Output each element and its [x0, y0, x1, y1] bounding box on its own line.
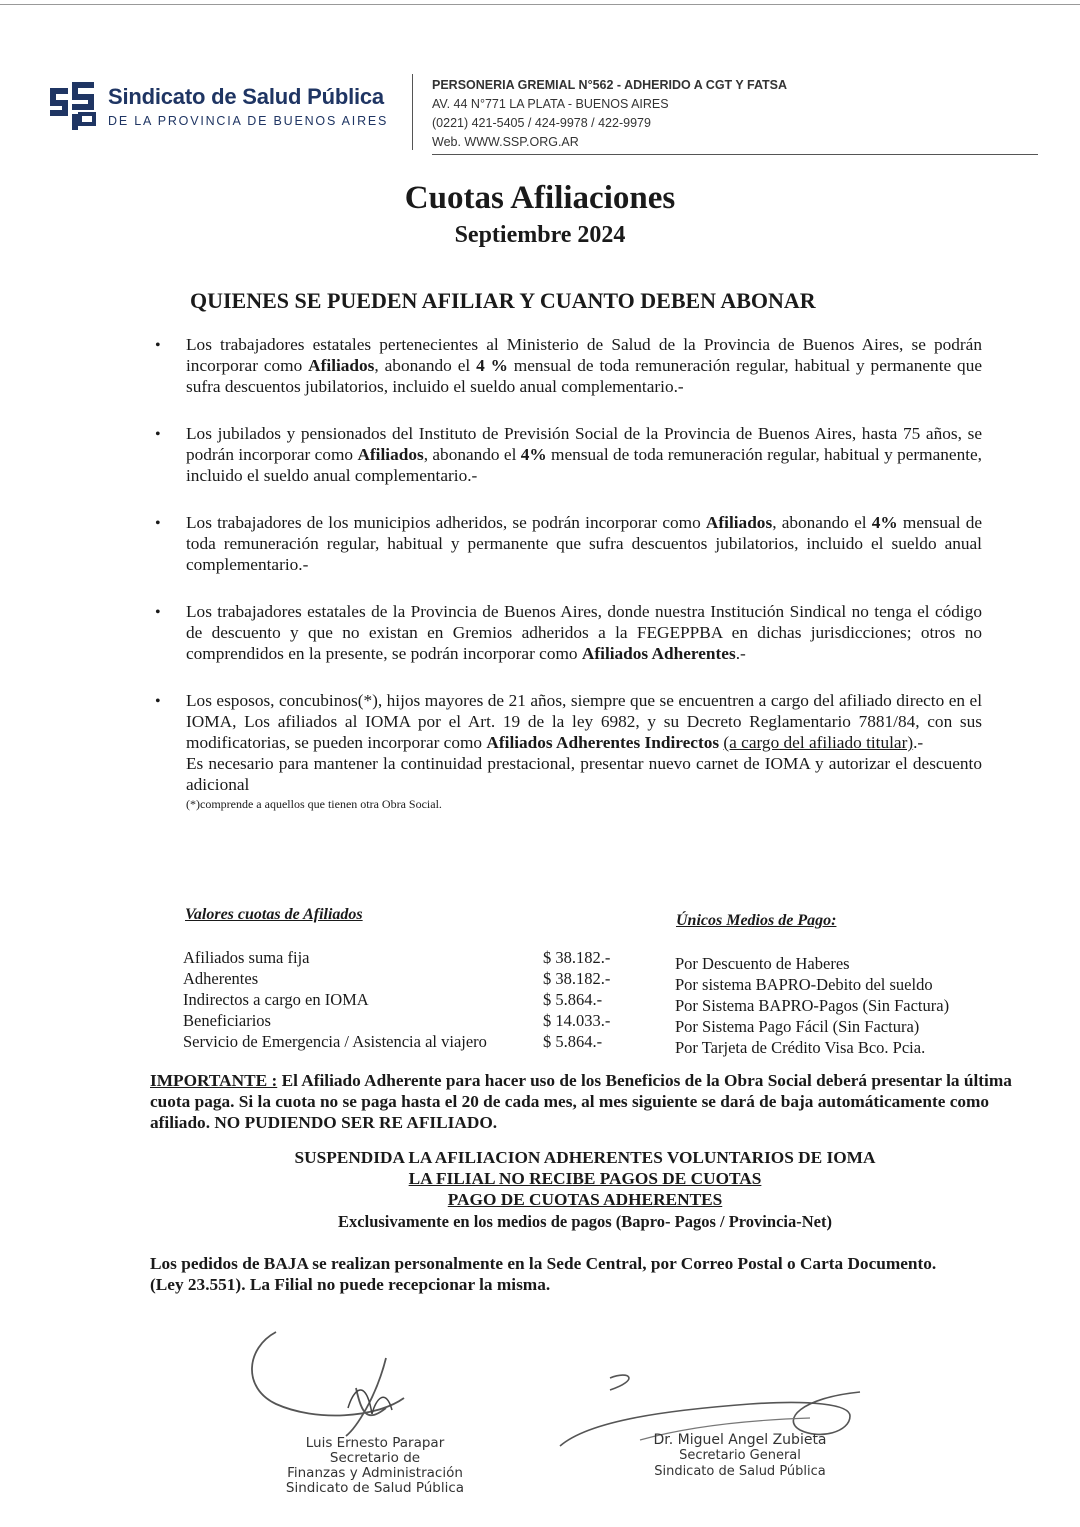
contact-block — [432, 76, 787, 152]
fee-value: $ 5.864.- — [543, 990, 603, 1009]
list-item: • Los esposos, concubinos(*), hijos mayores de 21 años, siempre que se encuentren a cargo del afiliado directo en el IOMA, Los afiliados al IOMA por el Art. 19 de la ley 6982, y su Decreto Reglamentario 7881/84, con sus modificatorias, se pueden incorporar como Afiliados Adherentes Indirectos (a cargo del afiliado titular).- Es necesario para mantener la continuidad prestacional, presentar nuevo carnet de IOMA y autorizar el descuento adicional (*)comprende a aquellos que tienen otra Obra Social. — [150, 690, 982, 813]
fee-row — [183, 1010, 623, 1031]
page-title: Cuotas Afiliaciones — [404, 180, 676, 216]
signer-role: Finanzas y Administración — [287, 1465, 463, 1481]
baja-notice: Los pedidos de BAJA se realizan personalmente en la Sede Central, por Correo Postal o Carta Documento. (Ley 23.551). La Filial no puede recepcionar la misma. — [150, 1254, 937, 1294]
fee-row — [183, 968, 623, 989]
notice-payment-title: PAGO DE CUOTAS ADHERENTES — [447, 1190, 723, 1209]
header-divider — [412, 74, 413, 150]
eligibility-list — [150, 334, 982, 813]
fee-value: $ 5.864.- — [543, 1032, 603, 1051]
contact-line: (0221) 421-5405 / 424-9978 / 422-9979 — [432, 116, 651, 130]
fee-row — [183, 1031, 623, 1052]
fee-value: $ 38.182.- — [543, 969, 611, 988]
signer-name: Luis Ernesto Parapar — [305, 1435, 445, 1451]
signer-role: Secretario de — [329, 1450, 421, 1466]
signer-role: Secretario General — [679, 1448, 801, 1463]
page-subtitle: Septiembre 2024 — [454, 222, 626, 248]
payment-method: Por Descuento de Haberes — [675, 954, 850, 973]
payment-method: Por Tarjeta de Crédito Visa Bco. Pcia. — [675, 1038, 926, 1057]
fee-row — [183, 947, 623, 968]
signer-name: Dr. Miguel Angel Zubieta — [653, 1432, 827, 1448]
fee-label: Afiliados suma fija — [183, 948, 310, 967]
important-label: IMPORTANTE : — [150, 1071, 278, 1090]
signature-general — [630, 1432, 850, 1480]
header-rule — [432, 154, 1038, 155]
fee-label: Indirectos a cargo en IOMA — [183, 990, 369, 1009]
section-heading: QUIENES SE PUEDEN AFILIAR Y CUANTO DEBEN ABONAR — [190, 288, 816, 313]
list-item: • Los trabajadores estatales de la Provincia de Buenos Aires, donde nuestra Institución Sindical no tenga el código de descuento y que no existan en Gremios adheridos a la FEGEPPBA en dichas jurisdicciones; otros no comprendidos en la presente, se podrán incorporar como Afiliados Adherentes.- — [150, 601, 982, 664]
important-notice — [150, 1070, 1028, 1133]
notice-suspended: SUSPENDIDA LA AFILIACION ADHERENTES VOLUNTARIOS DE IOMA — [294, 1148, 876, 1167]
payment-method: Por Sistema BAPRO-Pagos (Sin Factura) — [675, 996, 950, 1015]
fee-label: Beneficiarios — [183, 1011, 271, 1030]
contact-line: AV. 44 N°771 LA PLATA - BUENOS AIRES — [432, 97, 669, 111]
fee-value: $ 14.033.- — [543, 1011, 611, 1030]
union-logo-icon — [42, 76, 100, 134]
fee-label: Servicio de Emergencia / Asistencia al viajero — [183, 1032, 487, 1051]
contact-line: PERSONERIA GREMIAL N°562 - ADHERIDO A CGT Y FATSA — [432, 78, 788, 92]
list-item: • Los jubilados y pensionados del Instituto de Previsión Social de la Provincia de Buenos Aires, hasta 75 años, se podrán incorporar como Afiliados, abonando el 4% mensual de toda remuneración regular, habitual y permanente, incluido el sueldo anual complementario.- — [150, 423, 982, 486]
fee-value: $ 38.182.- — [543, 948, 611, 967]
important-text: El Afiliado Adherente para hacer uso de los Beneficios de la Obra Social deberá presentar la última cuota paga. Si la cuota no se paga hasta el 20 de cada mes, al mes siguiente se dará de baja automáticamente como afiliado. NO PUDIENDO SER RE AFILIADO. — [150, 1071, 1012, 1132]
fees-heading: Valores cuotas de Afiliados — [185, 906, 363, 923]
org-name: Sindicato de Salud Pública — [108, 84, 384, 109]
notice-payment-channels: Exclusivamente en los medios de pagos (Bapro- Pagos / Provincia-Net) — [338, 1212, 832, 1231]
contact-line: Web. WWW.SSP.ORG.AR — [432, 135, 579, 149]
list-item: • Los trabajadores estatales pertenecientes al Ministerio de Salud de la Provincia de Buenos Aires, se podrán incorporar como Afiliados, abonando el 4 % mensual de toda remuneración regular, habitual y permanente que sufra descuentos jubilatorios, incluido el sueldo anual complementario.- — [150, 334, 982, 397]
list-item: • Los trabajadores de los municipios adheridos, se podrán incorporar como Afiliados, abonando el 4% mensual de toda remuneración regular, habitual y permanente que sufra descuentos jubilatorios, incluido el sueldo anual complementario.- — [150, 512, 982, 575]
org-province: DE LA PROVINCIA DE BUENOS AIRES — [108, 114, 389, 128]
fee-row — [183, 989, 623, 1010]
notice-no-payments: LA FILIAL NO RECIBE PAGOS DE CUOTAS — [408, 1169, 762, 1188]
fees-table — [183, 947, 623, 1052]
payment-method: Por sistema BAPRO-Debito del sueldo — [675, 975, 933, 994]
signature-scribble-icon — [236, 1318, 456, 1448]
payment-heading: Únicos Medios de Pago: — [676, 912, 837, 929]
footnote: (*)comprende a aquellos que tienen otra Obra Social. — [186, 797, 442, 811]
signer-org: Sindicato de Salud Pública — [285, 1480, 465, 1496]
top-rule — [0, 4, 1080, 5]
signature-finance — [280, 1436, 470, 1496]
fee-label: Adherentes — [183, 969, 259, 988]
payment-methods — [675, 953, 949, 1058]
payment-method: Por Sistema Pago Fácil (Sin Factura) — [675, 1017, 920, 1036]
letterhead — [42, 70, 1038, 160]
signer-org: Sindicato de Salud Pública — [654, 1464, 826, 1479]
